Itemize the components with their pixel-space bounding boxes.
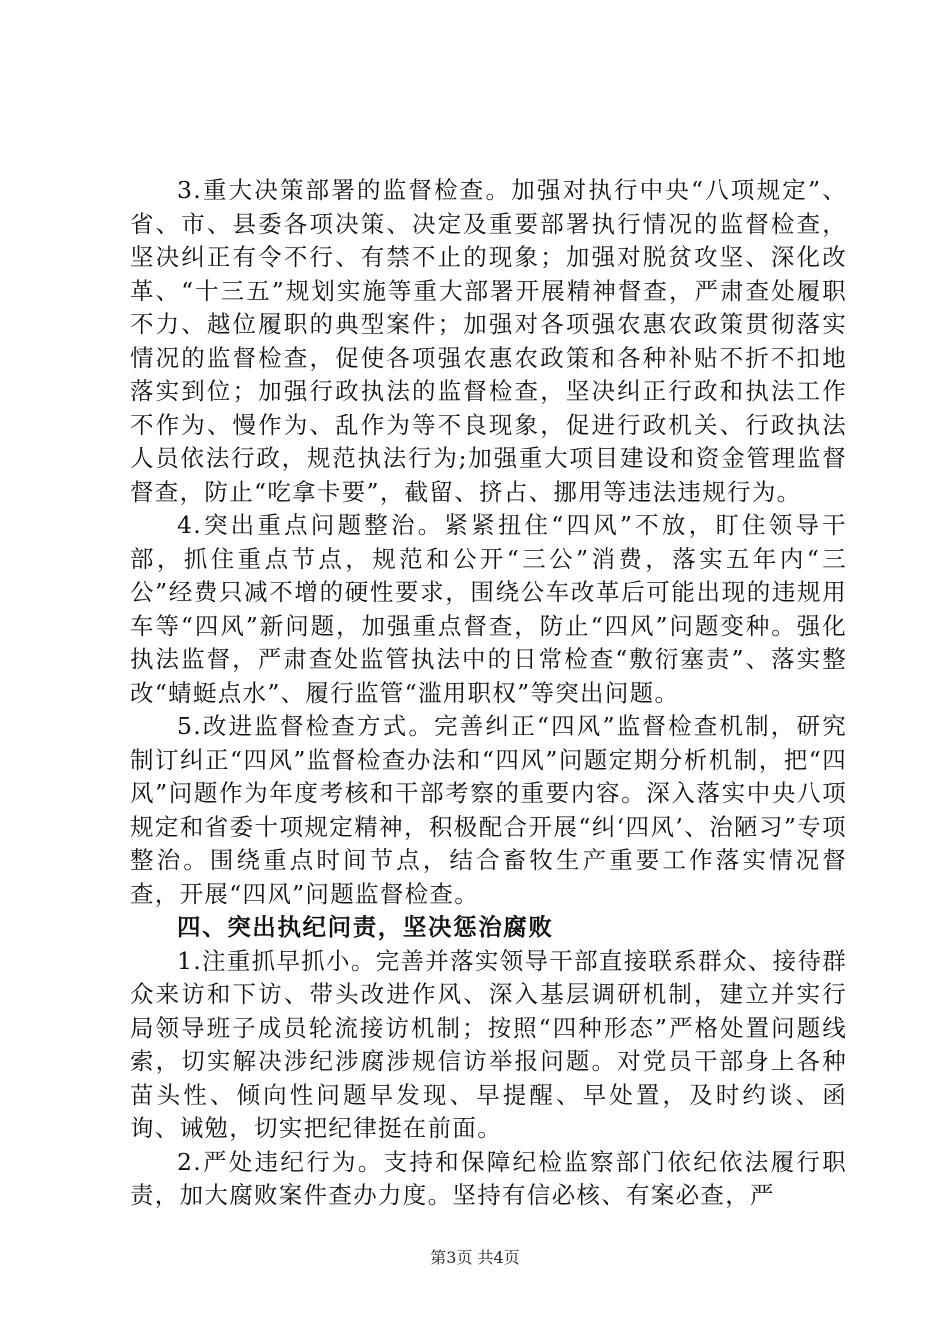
page-footer: 第3页 共4页 (430, 1248, 520, 1267)
paragraph-5: 5.改进监督检查方式。完善纠正“四风”监督检查机制，研究制订纠正“四风”监督检查办法和“四风”问题定期分析机制，把“四风”问题作为年度考核和干部考察的重要内容。深入落实中央八项规定和省委十项规定精神，积极配合开展“纠‘四风’、治陋习”专项整治。围绕重点时间节点，结合畜牧生产重要工作落实情况督查，开展“四风”问题监督检查。 (130, 712, 847, 908)
paragraph-1: 1.注重抓早抓小。完善并落实领导干部直接联系群众、接待群众来访和下访、带头改进作风、深入基层调研机制，建立并实行局领导班子成员轮流接访机制；按照“四种形态”严格处置问题线索，切实解决涉纪涉腐涉规信访举报问题。对党员干部身上各种苗头性、倾向性问题早发现、早提醒、早处置，及时约谈、函询、诫勉，切实把纪律挺在前面。 (130, 946, 847, 1142)
document-body (130, 174, 847, 1213)
paragraph-2: 2.严处违纪行为。支持和保障纪检监察部门依纪依法履行职责，加大腐败案件查办力度。坚持有信必核、有案必查，严 (130, 1147, 847, 1209)
paragraph-3: 3.重大决策部署的监督检查。加强对执行中央“八项规定”、省、市、县委各项决策、决定及重要部署执行情况的监督检查，坚决纠正有令不行、有禁不止的现象；加强对脱贫攻坚、深化改革、“十三五”规划实施等重大部署开展精神督查，严肃查处履职不力、越位履职的典型案件；加强对各项强农惠农政策贯彻落实情况的监督检查，促使各项强农惠农政策和各种补贴不折不扣地落实到位；加强行政执法的监督检查，坚决纠正行政和执法工作不作为、慢作为、乱作为等不良现象，促进行政机关、行政执法人员依法行政，规范执法行为;加强重大项目建设和资金管理监督督查，防止“吃拿卡要”，截留、挤占、挪用等违法违规行为。 (130, 176, 847, 506)
section-heading: 四、突出执纪问责，坚决惩治腐败 (177, 913, 554, 941)
paragraph-4: 4.突出重点问题整治。紧紧扭住“四风”不放，盯住领导干部，抓住重点节点，规范和公开“三公”消费，落实五年内“三公”经费只减不增的硬性要求，围绕公车改革后可能出现的违规用车等“四风”新问题，加强重点督查，防止“四风”问题变种。强化执法监督，严肃查处监管执法中的日常检查“敷衍塞责”、落实整改“蜻蜓点水”、履行监管“滥用职权”等突出问题。 (130, 511, 847, 707)
